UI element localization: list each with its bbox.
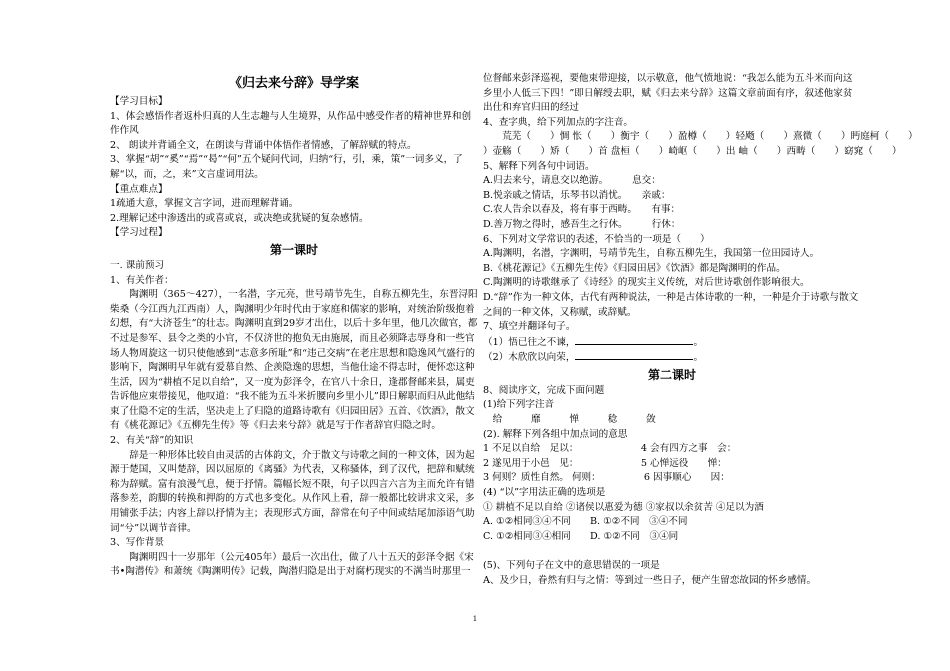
line-text: （2）木欣欣以向荣， bbox=[483, 352, 576, 364]
line-text: 1、有关作者： bbox=[110, 274, 174, 286]
line-text: 给 靡 惮 稔 敛 bbox=[483, 414, 656, 426]
right-line-16: （2）木欣欣以向荣， 。 bbox=[483, 352, 704, 364]
left-line-1 bbox=[110, 95, 478, 110]
right-line-31 bbox=[483, 574, 861, 589]
line-text: 辞是一种形体比较自由灵活的古体韵文，介于散文与诗歌之间的一种文体，因为起源于楚国，又叫楚辞，因以屈原的《离骚》为代表，又称骚体，到了汉代，把辞和赋统称为辞赋。富有浪漫气息，便于抒情。篇幅长短不限，句子以四言六言为主而允许有错落参差，韵脚的转换和押韵的方式也多变化。从作风上看，辞一般都比较讲求文采，多用铺张手法；内容上辞以抒情为主；表现形式方面，辞常在句子中间或结尾加添语气助词“兮”以调节音律。 bbox=[110, 449, 475, 534]
line-text: 6、下列对文学常识的表述，不恰当的一项是（ ） bbox=[483, 233, 710, 245]
right-line-12 bbox=[483, 276, 861, 291]
line-text: 3、掌握“胡”“奚”“焉”“曷”“何”五个疑问代词，归纳“行，引，乘，策”一词多义，了解“以，而，之，来”文言虚词用法。 bbox=[110, 154, 463, 180]
left-line-6 bbox=[110, 197, 478, 212]
line-text: (5)、下列句子在文中的意思错误的一项是 bbox=[483, 560, 660, 571]
page-number: 1 bbox=[472, 615, 478, 623]
line-text: 2、有关“辞”的知识 bbox=[110, 435, 194, 447]
line-text: 3 何则？质性自然。 何则： 6 因事顺心 因： bbox=[483, 472, 730, 484]
line-text: 陶渊明四十一岁那年（公元405年）最后一次出仕，做了八十五天的彭泽令据《宋书•陶潜传》和萧统《陶渊明传》记载，陶潜归隐是出于对腐朽现实的不满当时那里一 bbox=[110, 551, 474, 578]
line-text: （1）悟已往之不谏， bbox=[483, 336, 576, 348]
line-text: 《归去来兮辞》导学案 bbox=[228, 76, 359, 91]
line-text: C.农人告余以春及，将有事于西畴。 有事： bbox=[483, 204, 681, 216]
line-text: 1、体会感悟作者返朴归真的人生志趣与人生境界，从作品中感受作者的精神世界和创作作风 bbox=[110, 110, 472, 137]
right-line-17 bbox=[483, 366, 861, 384]
right-line-6 bbox=[483, 189, 861, 204]
left-column bbox=[110, 72, 478, 580]
answer-blank[interactable] bbox=[575, 335, 693, 345]
right-line-26 bbox=[483, 501, 861, 516]
line-text: D.“辞”作为一种文体，古代有两种说法，一种是古体诗歌的一种，一种是介于诗歌与散文之间的一种文体，又称赋，或辞赋。 bbox=[483, 291, 859, 318]
right-line-24 bbox=[483, 471, 861, 486]
left-line-8 bbox=[110, 226, 478, 241]
line-text: 3、写作背景 bbox=[110, 537, 165, 549]
right-line-18 bbox=[483, 384, 861, 399]
line-text: D.善万物之得时，感吾生之行休。 行休： bbox=[483, 218, 681, 230]
right-line-10 bbox=[483, 247, 861, 262]
line-text: 2 遂见用于小邑 见： 5 心惮远役 惮： bbox=[483, 457, 727, 469]
right-line-8 bbox=[483, 218, 861, 233]
line-text: C.陶渊明的诗歌继承了《诗经》的现实主义传统，对后世诗歌创作影响很大。 bbox=[483, 277, 810, 289]
line-text: (4) “以”字用法正确的选项是 bbox=[483, 487, 606, 499]
right-column bbox=[483, 72, 918, 588]
right-line-4 bbox=[483, 160, 861, 175]
line-text: ① 耕植不足以自给 ②诸侯以惠爱为德 ③家叔以余贫苦 ④足以为酒 bbox=[483, 501, 764, 513]
line-text: 一. 课前预习 bbox=[110, 259, 165, 271]
right-line-7 bbox=[483, 203, 861, 218]
left-line-16 bbox=[110, 551, 478, 580]
line-text: A、及少日，眷然有归与之情：等到过一些日子，便产生留恋故园的怀乡感情。 bbox=[483, 574, 817, 586]
right-line-2 bbox=[483, 130, 918, 145]
left-line-3 bbox=[110, 139, 478, 154]
line-text: B.悦亲戚之情话，乐琴书以消忧。 亲戚： bbox=[483, 189, 671, 201]
left-line-11 bbox=[110, 274, 478, 289]
right-line-25 bbox=[483, 486, 861, 501]
right-line-1 bbox=[483, 116, 861, 131]
right-line-22 bbox=[483, 442, 861, 457]
left-line-5 bbox=[110, 183, 478, 198]
line-text: 【重点难点】 bbox=[110, 183, 168, 195]
line-text: A.陶渊明，名潜，字渊明，号靖节先生，自称五柳先生，我国第一位田园诗人。 bbox=[483, 248, 820, 260]
line-text: B.《桃花源记》《五柳先生传》《归园田居》《饮酒》都是陶渊明的作品。 bbox=[483, 262, 786, 274]
line-text: 1疏通大意，掌握文言字词，进而理解背诵。 bbox=[110, 198, 299, 210]
left-line-12 bbox=[110, 288, 478, 434]
line-text: 荒芜（ ）惆 怅（ ）衡宇（ ）盈樽（ ）轻飏（ ）熹微（ ）眄庭柯（ ） bbox=[502, 131, 918, 143]
right-line-27 bbox=[483, 515, 861, 530]
right-line-19 bbox=[483, 398, 861, 413]
line-text: ）壶觞（ ）矫（ ）首 盘桓（ ）崎岖（ ）出 岫（ ）西畴（ ）窈窕（ ） bbox=[483, 145, 902, 157]
line-text: 位督邮来彭泽巡视，要他束带迎接，以示敬意，他气愤地说：“我怎么能为五斗米而向这乡里小人低三下四！”即日解绶去职，赋《归去来兮辞》这篇文章前面有序，叙述他家贫出仕和弃官归田的经过 bbox=[483, 73, 853, 114]
line-text: 2.理解记述中渗透出的或喜或哀，或决绝或犹疑的复杂感情。 bbox=[110, 212, 369, 224]
left-line-15 bbox=[110, 536, 478, 551]
right-line-30 bbox=[483, 559, 861, 574]
right-line-3 bbox=[483, 145, 902, 160]
line-text: A.归去来兮，请息交以绝游。 息交： bbox=[483, 175, 661, 187]
left-line-13 bbox=[110, 434, 478, 449]
line-text: (2). 解释下列各组中加点词的意思 bbox=[483, 428, 628, 440]
line-text: C. ①②相同③④相同 D. ①②不同 ③④同 bbox=[483, 530, 679, 542]
right-line-20 bbox=[483, 413, 861, 428]
right-line-9 bbox=[483, 233, 861, 248]
right-line-29 bbox=[483, 544, 861, 559]
left-line-10 bbox=[110, 259, 478, 274]
line-text: 7、填空并翻译句子。 bbox=[483, 321, 576, 333]
left-line-7 bbox=[110, 212, 478, 227]
right-line-0 bbox=[483, 72, 861, 116]
line-text: 1 不足以自给 足以： 4 会有四方之事 会： bbox=[483, 443, 737, 455]
line-text: 4、查字典，给下列加点的字注音。 bbox=[483, 116, 634, 128]
line-text: 第一课时 bbox=[269, 242, 318, 257]
line-text: 8、阅读序文，完成下面问题 bbox=[483, 384, 605, 396]
right-line-11 bbox=[483, 262, 861, 277]
right-line-5 bbox=[483, 174, 861, 189]
right-line-23 bbox=[483, 457, 861, 472]
left-line-2 bbox=[110, 110, 478, 139]
right-line-15: （1）悟已往之不谏， 。 bbox=[483, 336, 704, 348]
left-line-14 bbox=[110, 449, 478, 537]
line-text: A. ①②相同③④不同 B. ①②不同 ③④不同 bbox=[483, 516, 688, 528]
left-line-9 bbox=[110, 241, 478, 259]
right-line-21 bbox=[483, 428, 861, 443]
line-text: (1)给下列字注音 bbox=[483, 399, 555, 411]
line-text: 第二课时 bbox=[647, 367, 696, 382]
right-line-14 bbox=[483, 320, 861, 335]
line-text: 【学习目标】 bbox=[110, 96, 168, 107]
right-line-28 bbox=[483, 530, 861, 545]
line-text: 5、解释下列各句中词语。 bbox=[483, 160, 595, 172]
line-text: 2、 朗读并背诵全文，在朗读与背诵中体悟作者情感，了解辞赋的特点。 bbox=[110, 139, 417, 151]
left-line-0 bbox=[110, 74, 478, 94]
line-text: 陶渊明（365～427），一名潜，字元亮，世号靖节先生，自称五柳先生，东晋浔阳柴桑（今江西九江西南）人，陶渊明少年时代由于家庭和儒家的影响，对统治阶级抱着幻想，有“大济苍生”的壮志。陶渊明直到29岁才出仕，以后十多年里，他几次做官，都不过是参军、县令之类的小官，不仅济世的抱负无由施展，而且必须降志辱身和一些官场人物周旋这一切只使他感到“志意多所耻”和“违己交病”在老庄思想和隐逸风气盛行的影响下，陶渊明早年就有爱慕自然、企羡隐逸的思想，当他仕途不得志时，便怀恋这种生活，因为“耕植不足以自给”，又一度为彭泽令，在官八十余日，逢郡督邮来县，属吏告诉他应束带接见，他叹道：“我不能为五斗米折腰向乡里小儿”即日解职而归从此他结束了仕隐不定的生活，坚决走上了归隐的道路诗歌有《归园田居》五首、《饮酒》，散文有《桃花源记》《五柳先生传》等《归去来兮辞》就是写于作者辞官归隐之时。 bbox=[110, 289, 478, 432]
line-text: 【学习过程】 bbox=[110, 227, 168, 239]
answer-blank[interactable] bbox=[575, 350, 693, 360]
right-line-13 bbox=[483, 291, 861, 320]
left-line-4 bbox=[110, 153, 478, 182]
